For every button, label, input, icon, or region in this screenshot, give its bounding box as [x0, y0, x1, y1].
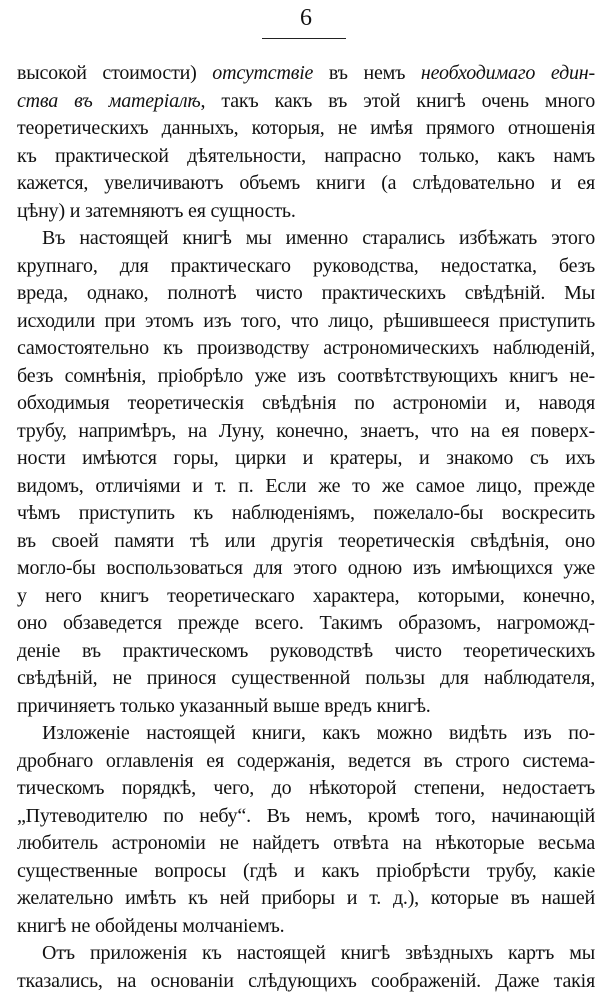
text-line: Изложеніе настоящей книги, какъ можно видѣть изъ по- — [17, 720, 595, 748]
text-line: дробнаго оглавленія ея содержанія, ведется въ строго система- — [17, 748, 595, 776]
text-line: деніе въ практическомъ руководствѣ чисто теоретическихъ — [17, 638, 595, 666]
text-line: цѣну) и затемняютъ ея сущность. — [17, 198, 595, 226]
text-line: кажется, увеличиваютъ объемъ книги (а слѣдовательно и ея — [17, 170, 595, 198]
text-line: ности имѣются горы, цирки и кратеры, и знакомо съ ихъ — [17, 445, 595, 473]
text-line: самостоятельно къ производству астрономическихъ наблюденій, — [17, 335, 595, 363]
text-line: тказались, на основаніи слѣдующихъ соображеній. Даже такія — [17, 968, 595, 995]
text-line: „Путеводителю по небу“. Въ немъ, кромѣ того, начинающій — [17, 803, 595, 831]
text-line: въ своей памяти тѣ или другія теоретическія свѣдѣнія, оно — [17, 528, 595, 556]
text-line: Отъ приложенія къ настоящей книгѣ звѣздныхъ картъ мы — [17, 940, 595, 968]
text-line: теоретическихъ данныхъ, которыя, не имѣя прямого отношенія — [17, 115, 595, 143]
text-line: высокой стоимости) отсутствіе въ немъ необходимаго един- — [17, 60, 595, 88]
text-line: трубу, напримѣръ, на Луну, конечно, знаетъ, что на ея поверх- — [17, 418, 595, 446]
body-text — [17, 60, 595, 995]
page-number: 6 — [0, 4, 612, 32]
text-line: вреда, однако, полнотѣ чисто практическихъ свѣдѣній. Мы — [17, 280, 595, 308]
page-number-rule — [262, 38, 346, 39]
text-line: книгѣ не обойдены молчаніемъ. — [17, 913, 595, 941]
text-line: могло-бы воспользоваться для этого одною изъ имѣющихся уже — [17, 555, 595, 583]
text-line: свѣдѣній, не принося существенной пользы для наблюдателя, — [17, 665, 595, 693]
text-line: причиняетъ только указанный выше вредъ книгѣ. — [17, 693, 595, 721]
text-line: къ практической дѣятельности, напрасно только, какъ намъ — [17, 143, 595, 171]
text-line: тическомъ порядкѣ, чего, до нѣкоторой степени, недостаетъ — [17, 775, 595, 803]
text-line: оно обзаведется прежде всего. Такимъ образомъ, нагроможд- — [17, 610, 595, 638]
text-line: у него книгъ теоретическаго характера, которыми, конечно, — [17, 583, 595, 611]
text-line: чѣмъ приступить къ наблюденіямъ, пожелало-бы воскресить — [17, 500, 595, 528]
text-line: безъ сомнѣнія, пріобрѣло уже изъ соотвѣтствующихъ книгъ не- — [17, 363, 595, 391]
text-line: существенные вопросы (гдѣ и какъ пріобрѣсти трубу, какіе — [17, 858, 595, 886]
text-line: обходимыя теоретическія свѣдѣнія по астрономіи и, наводя — [17, 390, 595, 418]
text-line: любитель астрономіи не найдетъ отвѣта на нѣкоторые весьма — [17, 830, 595, 858]
text-line: крупнаго, для практическаго руководства, недостатка, безъ — [17, 253, 595, 281]
text-line: видомъ, отличіями и т. п. Если же то же самое лицо, прежде — [17, 473, 595, 501]
text-line: исходили при этомъ изъ того, что лицо, рѣшившееся приступить — [17, 308, 595, 336]
text-line: ства въ матеріалѣ, такъ какъ въ этой книгѣ очень много — [17, 88, 595, 116]
text-line: желательно имѣть къ ней приборы и т. д.), которые въ нашей — [17, 885, 595, 913]
text-line: Въ настоящей книгѣ мы именно старались избѣжать этого — [17, 225, 595, 253]
